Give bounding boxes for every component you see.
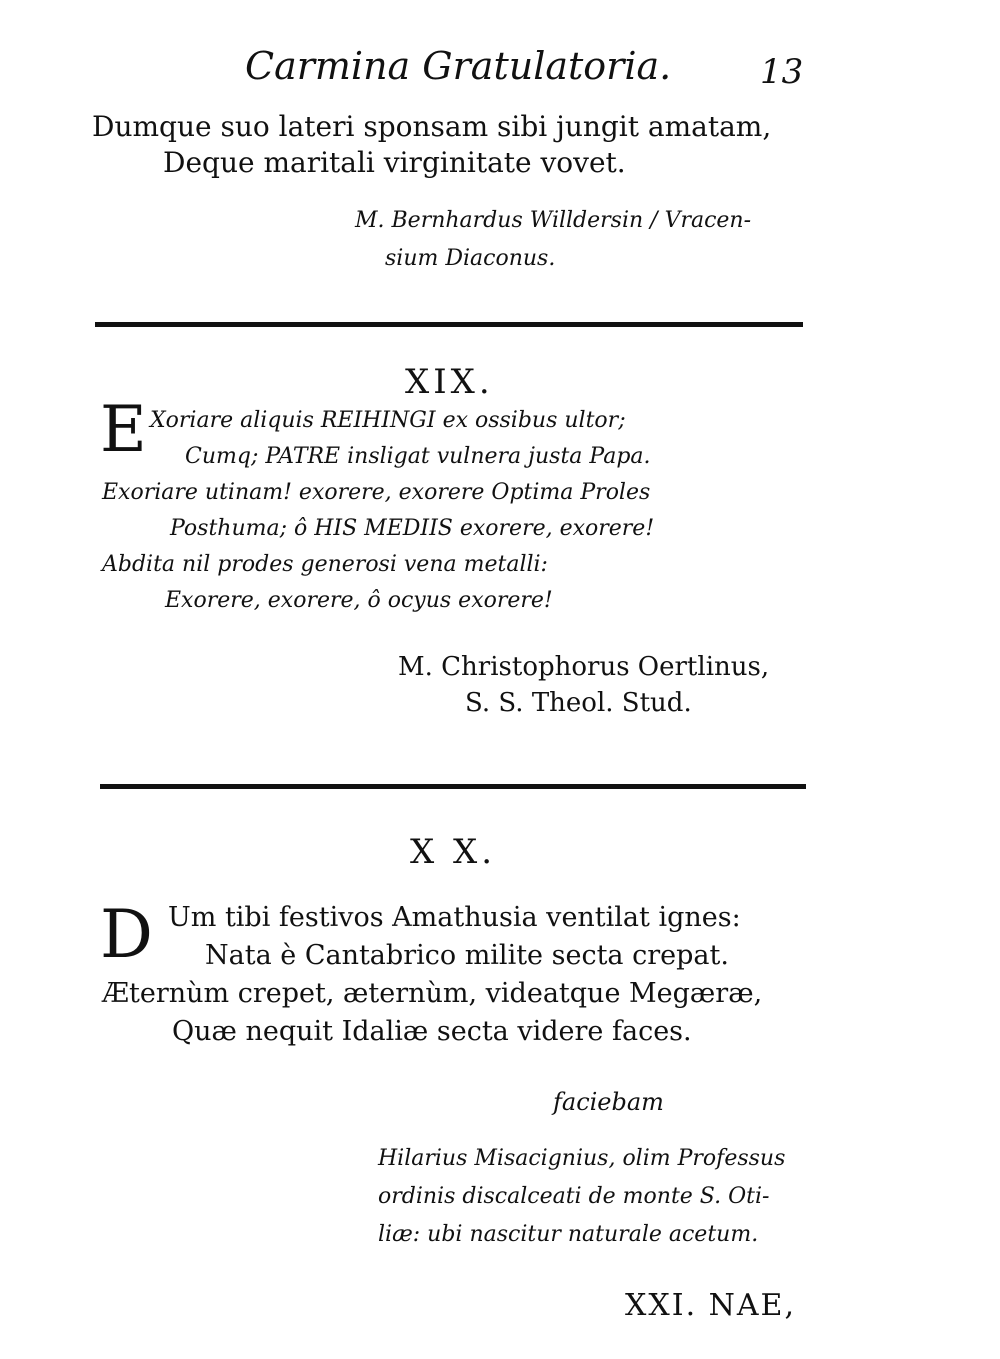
signature-line: M. Christophorus Oertlinus, <box>398 652 770 682</box>
drop-cap: D <box>100 896 153 973</box>
catchword-line: faciebam <box>553 1088 664 1116</box>
verse-line: Cumq; PATRE insligat vulnera justa Papa. <box>185 444 651 469</box>
verse-line: Dumque suo lateri sponsam sibi jungit amatam, <box>92 110 772 143</box>
drop-cap: E <box>100 393 147 467</box>
section-divider <box>95 322 803 327</box>
verse-line: Æternùm crepet, æternùm, videatque Megæræ, <box>102 978 763 1009</box>
verse-line: Um tibi festivos Amathusia ventilat ignes: <box>168 902 741 933</box>
signature-line: M. Bernhardus Willdersin / Vracen- <box>355 208 752 233</box>
verse-line: Abdita nil prodes generosi vena metalli: <box>102 552 548 577</box>
verse-line: Quæ nequit Idaliæ secta videre faces. <box>172 1016 692 1047</box>
signature-line: ordinis discalceati de monte S. Oti- <box>378 1184 770 1209</box>
running-title: Carmina Gratulatoria. <box>245 44 672 88</box>
page-number: 13 <box>760 52 804 92</box>
section-divider <box>100 784 806 789</box>
verse-line: Nata è Cantabrico milite secta crepat. <box>205 940 729 971</box>
verse-line: Exorere, exorere, ô ocyus exorere! <box>165 588 553 613</box>
signature-line: Hilarius Misacignius, olim Professus <box>378 1146 786 1171</box>
poem-numeral: X X. <box>410 832 497 872</box>
verse-line: Deque maritali virginitate vovet. <box>163 146 626 179</box>
verse-line: Posthuma; ô HIS MEDIIS exorere, exorere! <box>170 516 655 541</box>
signature-line: S. S. Theol. Stud. <box>465 688 692 718</box>
signature-line: liæ: ubi nascitur naturale acetum. <box>378 1222 759 1247</box>
signature-line: sium Diaconus. <box>385 246 556 271</box>
poem-numeral: XIX. <box>405 362 494 402</box>
footer-catchword: XXI. NAE, <box>625 1288 796 1323</box>
verse-line: Exoriare utinam! exorere, exorere Optima Proles <box>102 480 651 505</box>
verse-line: Xoriare aliquis REIHINGI ex ossibus ultor; <box>150 408 626 433</box>
